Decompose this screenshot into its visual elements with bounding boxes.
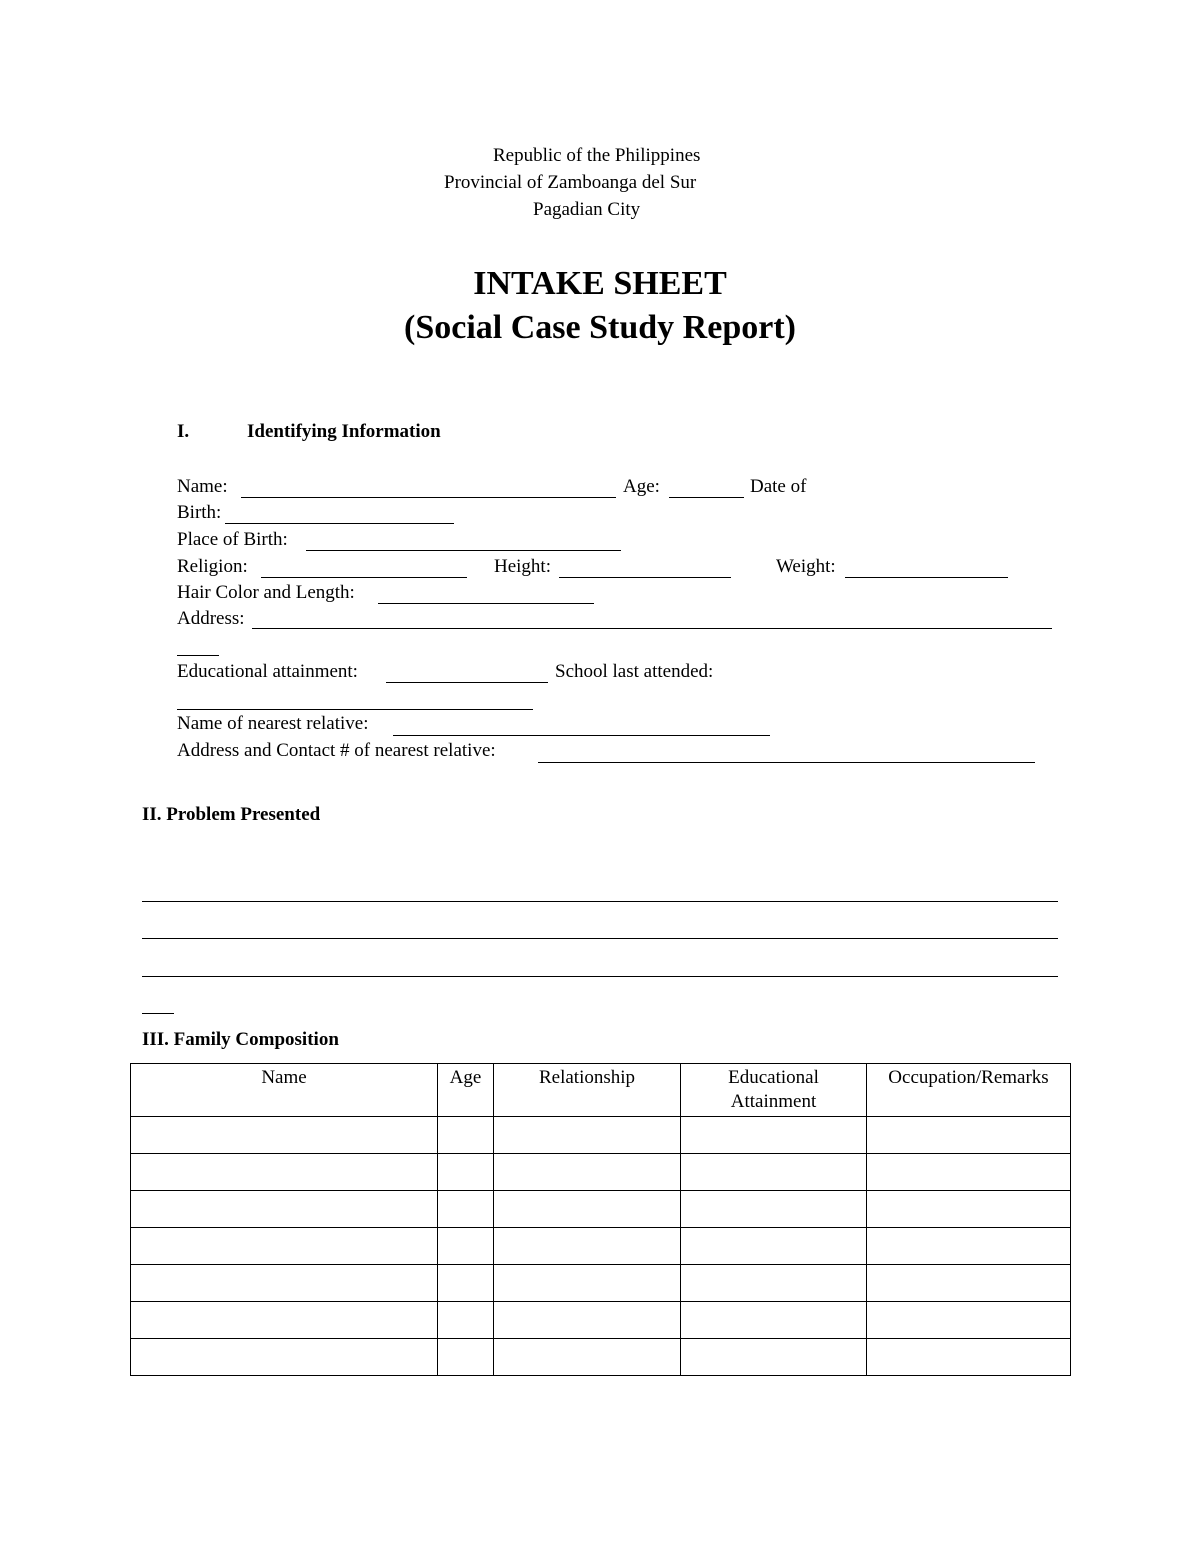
cell-relationship[interactable] <box>494 1228 681 1265</box>
address-label: Address: <box>177 608 245 629</box>
relative-address-line[interactable] <box>538 762 1035 763</box>
height-line[interactable] <box>559 577 731 578</box>
cell-relationship[interactable] <box>494 1191 681 1228</box>
birth-date-line[interactable] <box>225 523 454 524</box>
problem-line-1[interactable] <box>142 901 1058 902</box>
cell-occupation-remarks[interactable] <box>867 1339 1071 1376</box>
school-line[interactable] <box>177 709 533 710</box>
cell-educational-attainment[interactable] <box>681 1228 867 1265</box>
cell-educational-attainment[interactable] <box>681 1154 867 1191</box>
cell-occupation-remarks[interactable] <box>867 1228 1071 1265</box>
header-city: Pagadian City <box>533 199 641 220</box>
cell-educational-attainment[interactable] <box>681 1117 867 1154</box>
age-line[interactable] <box>669 497 744 498</box>
place-of-birth-line[interactable] <box>306 550 621 551</box>
page-subtitle: (Social Case Study Report) <box>404 309 796 346</box>
table-row <box>131 1154 1071 1191</box>
hair-line[interactable] <box>378 603 594 604</box>
table-row <box>131 1191 1071 1228</box>
cell-age[interactable] <box>438 1191 494 1228</box>
family-table-body <box>131 1117 1071 1376</box>
section2-heading: II. Problem Presented <box>142 804 321 825</box>
column-header-relationship: Relationship <box>494 1064 681 1117</box>
cell-relationship[interactable] <box>494 1117 681 1154</box>
cell-relationship[interactable] <box>494 1265 681 1302</box>
weight-label: Weight: <box>776 556 836 577</box>
address-line[interactable] <box>252 628 1052 629</box>
cell-name[interactable] <box>131 1339 438 1376</box>
cell-age[interactable] <box>438 1302 494 1339</box>
family-composition-table <box>130 1063 1071 1376</box>
cell-name[interactable] <box>131 1265 438 1302</box>
column-header-age: Age <box>438 1064 494 1117</box>
age-label: Age: <box>623 476 660 497</box>
section3-heading: III. Family Composition <box>142 1029 339 1050</box>
hair-label: Hair Color and Length: <box>177 582 355 603</box>
family-table-header-row <box>131 1064 1071 1117</box>
address-line-continuation[interactable] <box>177 655 219 656</box>
problem-line-2[interactable] <box>142 938 1058 939</box>
table-row <box>131 1339 1071 1376</box>
cell-name[interactable] <box>131 1117 438 1154</box>
problem-line-4[interactable] <box>142 1013 174 1014</box>
cell-age[interactable] <box>438 1228 494 1265</box>
height-label: Height: <box>494 556 551 577</box>
educ-line[interactable] <box>386 682 548 683</box>
cell-educational-attainment[interactable] <box>681 1302 867 1339</box>
table-row <box>131 1228 1071 1265</box>
educ-label: Educational attainment: <box>177 661 358 682</box>
cell-age[interactable] <box>438 1339 494 1376</box>
cell-relationship[interactable] <box>494 1154 681 1191</box>
religion-label: Religion: <box>177 556 248 577</box>
cell-educational-attainment[interactable] <box>681 1339 867 1376</box>
school-label: School last attended: <box>555 661 714 682</box>
column-header-educational-attainment: Educational Attainment <box>681 1064 867 1117</box>
cell-name[interactable] <box>131 1191 438 1228</box>
relative-line[interactable] <box>393 735 770 736</box>
name-label: Name: <box>177 476 228 497</box>
date-of-label: Date of <box>750 476 807 497</box>
cell-occupation-remarks[interactable] <box>867 1302 1071 1339</box>
column-header-occupation-remarks: Occupation/Remarks <box>867 1064 1071 1117</box>
cell-age[interactable] <box>438 1117 494 1154</box>
problem-line-3[interactable] <box>142 976 1058 977</box>
birth-label: Birth: <box>177 502 222 523</box>
table-row <box>131 1265 1071 1302</box>
cell-occupation-remarks[interactable] <box>867 1154 1071 1191</box>
weight-line[interactable] <box>845 577 1008 578</box>
relative-label: Name of nearest relative: <box>177 713 369 734</box>
header-province: Provincial of Zamboanga del Sur <box>444 172 697 193</box>
section1-number: I. <box>177 421 190 442</box>
table-row <box>131 1117 1071 1154</box>
header-republic: Republic of the Philippines <box>493 145 701 166</box>
cell-name[interactable] <box>131 1302 438 1339</box>
cell-relationship[interactable] <box>494 1339 681 1376</box>
section1-heading: Identifying Information <box>247 421 441 442</box>
column-header-name: Name <box>131 1064 438 1117</box>
cell-name[interactable] <box>131 1228 438 1265</box>
relative-address-label: Address and Contact # of nearest relative: <box>177 740 496 761</box>
table-row <box>131 1302 1071 1339</box>
cell-occupation-remarks[interactable] <box>867 1191 1071 1228</box>
cell-educational-attainment[interactable] <box>681 1265 867 1302</box>
cell-relationship[interactable] <box>494 1302 681 1339</box>
cell-occupation-remarks[interactable] <box>867 1117 1071 1154</box>
cell-occupation-remarks[interactable] <box>867 1265 1071 1302</box>
page-title: INTAKE SHEET <box>473 265 727 302</box>
cell-age[interactable] <box>438 1154 494 1191</box>
cell-educational-attainment[interactable] <box>681 1191 867 1228</box>
cell-name[interactable] <box>131 1154 438 1191</box>
cell-age[interactable] <box>438 1265 494 1302</box>
name-line[interactable] <box>241 497 616 498</box>
religion-line[interactable] <box>261 577 467 578</box>
place-of-birth-label: Place of Birth: <box>177 529 288 550</box>
